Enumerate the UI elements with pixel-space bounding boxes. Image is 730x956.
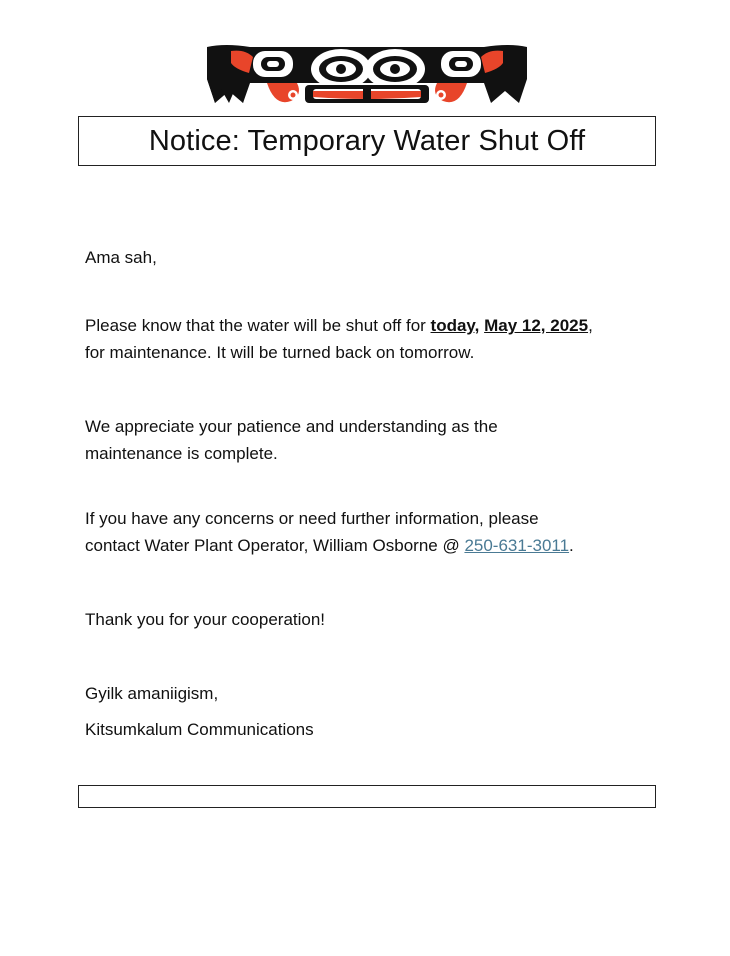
phone-link[interactable]: 250-631-3011 [464, 536, 570, 555]
appreciation-paragraph [85, 413, 655, 467]
contact-line2-post: . [569, 536, 574, 555]
notice-title-box [78, 116, 656, 166]
shutoff-paragraph [85, 312, 655, 366]
shutoff-text-line2: for maintenance. It will be turned back on tomorrow. [85, 343, 475, 362]
appreciation-line2: maintenance is complete. [85, 444, 278, 463]
closing-line: Gyilk amaniigism, [85, 684, 219, 703]
contact-line2-pre: contact Water Plant Operator, William Osborne @ [85, 536, 465, 555]
formline-art-logo-icon [205, 43, 529, 107]
signature-line: Kitsumkalum Communications [85, 720, 314, 739]
footer-box [78, 785, 656, 808]
thanks-line: Thank you for your cooperation! [85, 610, 326, 629]
shutoff-date: May 12, 2025 [484, 316, 589, 335]
greeting: Ama sah, [85, 248, 157, 267]
shutoff-today: today, [430, 316, 480, 335]
shutoff-text-pre: Please know that the water will be shut off for [85, 316, 431, 335]
page-title: Notice: Temporary Water Shut Off [148, 124, 586, 157]
appreciation-line1: We appreciate your patience and understanding as the [85, 417, 498, 436]
contact-paragraph [85, 505, 655, 559]
shutoff-text-post: , [588, 316, 593, 335]
contact-line1: If you have any concerns or need further information, please [85, 509, 539, 528]
